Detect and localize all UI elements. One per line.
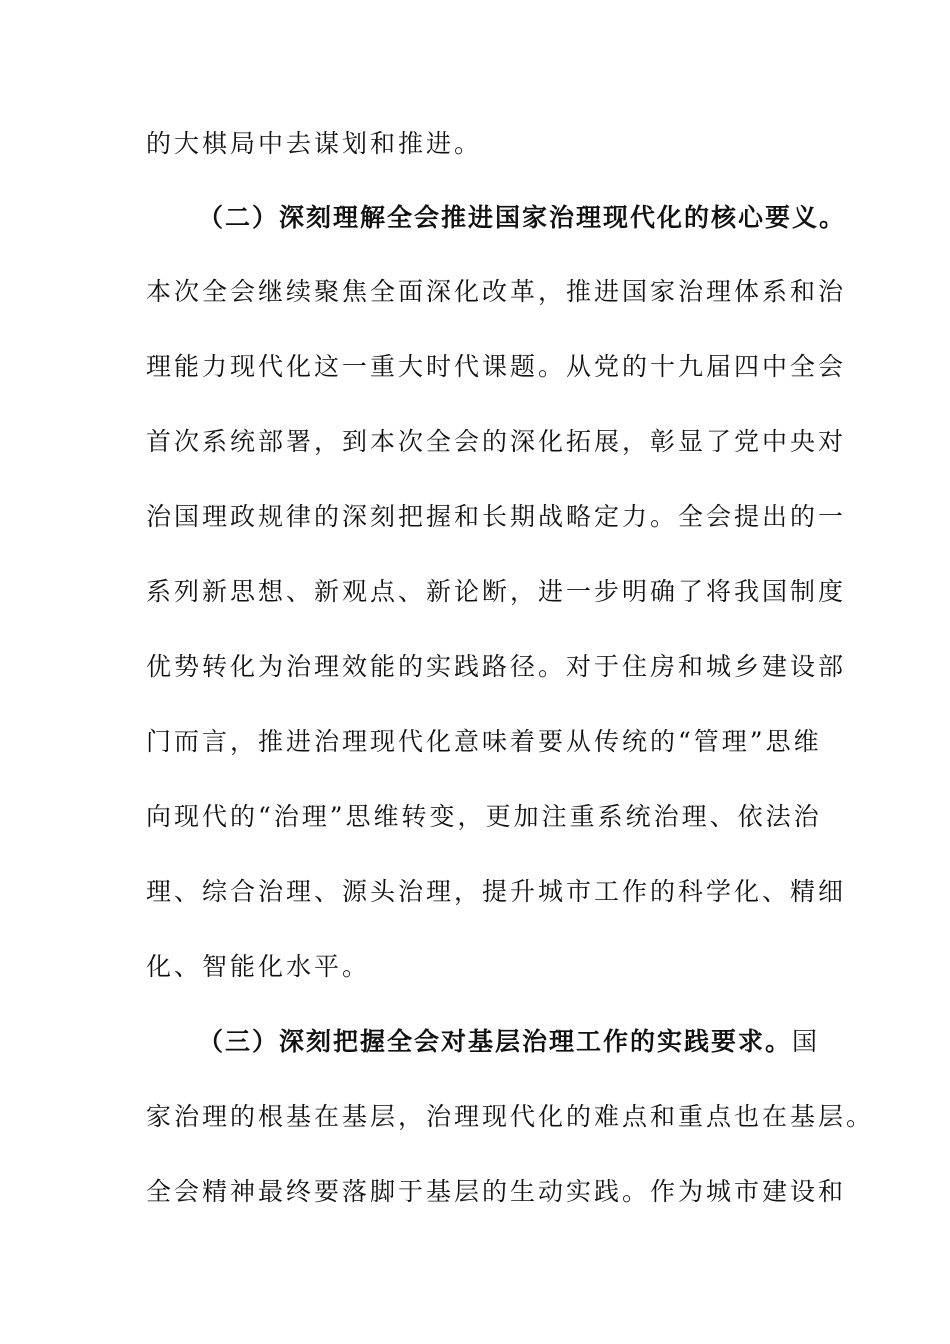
section-heading-3-tail: 国 <box>792 1027 820 1056</box>
body-text-line: 首次系统部署，到本次全会的深化拓展，彰显了党中央对 <box>146 427 847 456</box>
body-text-line: 家治理的根基在基层，治理现代化的难点和重点也在基层。 <box>146 1102 875 1131</box>
section-heading-2: （二）深刻理解全会推进国家治理现代化的核心要义。 <box>198 203 847 232</box>
body-text-line: 优势转化为治理效能的实践路径。对于住房和城乡建设部 <box>146 652 847 681</box>
body-text-line: 理、综合治理、源头治理，提升城市工作的科学化、精细 <box>146 877 847 906</box>
body-text-line: 理能力现代化这一重大时代课题。从党的十九届四中全会 <box>146 352 847 381</box>
body-text-line: 化、智能化水平。 <box>146 952 371 981</box>
section-heading-3-line <box>0 1025 950 1059</box>
body-text-line: 的大棋局中去谋划和推进。 <box>146 129 483 158</box>
body-text-line: 全会精神最终要落脚于基层的生动实践。作为城市建设和 <box>146 1177 847 1206</box>
body-text-line: 系列新思想、新观点、新论断，进一步明确了将我国制度 <box>146 577 847 606</box>
body-text-line: 本次全会继续聚焦全面深化改革，推进国家治理体系和治 <box>146 277 847 306</box>
body-text-line: 向现代的“治理”思维转变，更加注重系统治理、依法治 <box>146 802 822 831</box>
section-heading-3: （三）深刻把握全会对基层治理工作的实践要求。 <box>198 1027 793 1056</box>
body-text-line: 治国理政规律的深刻把握和长期战略定力。全会提出的一 <box>146 502 847 531</box>
body-text-line: 门而言，推进治理现代化意味着要从传统的“管理”思维 <box>146 727 822 756</box>
